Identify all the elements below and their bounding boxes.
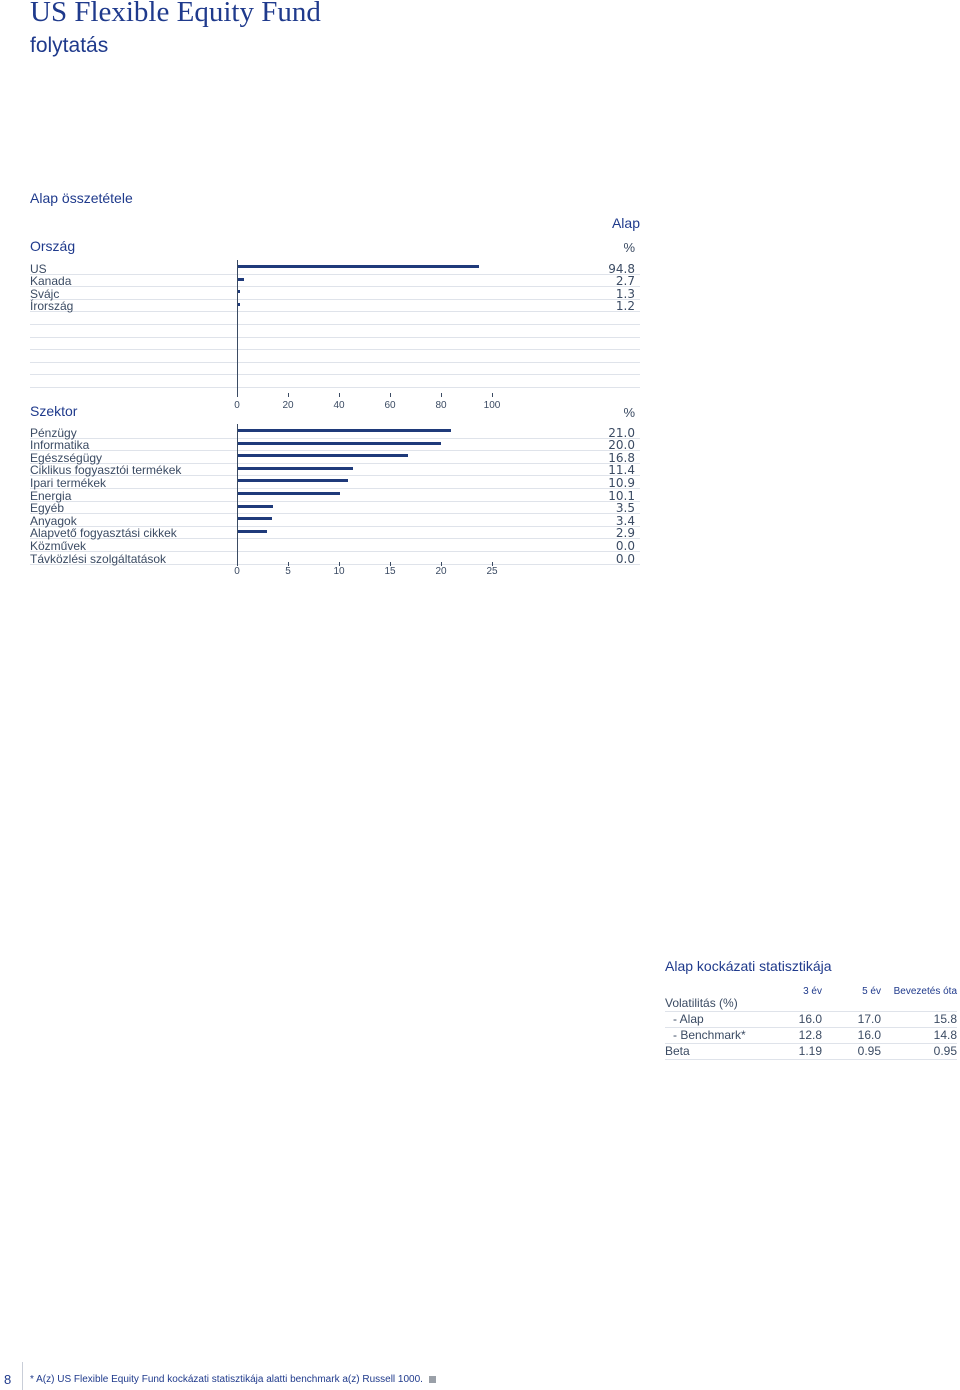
country-label: US: [30, 261, 47, 276]
sector-label: Ipari termékek: [30, 475, 107, 490]
sector-bar: [237, 454, 408, 457]
sector-label: Távközlési szolgáltatások: [30, 551, 167, 566]
sector-label: Pénzügy: [30, 425, 77, 440]
sector-value: 21.0: [608, 425, 635, 440]
country-row-divider: [30, 299, 640, 300]
footnote: [30, 1374, 436, 1385]
country-label: Svájc: [30, 286, 60, 301]
country-bar: [237, 265, 479, 268]
country-axis-tick-label: 100: [483, 400, 501, 411]
risk-value: 15.8: [933, 1012, 957, 1026]
sector-unit: %: [623, 405, 635, 420]
sector-bar: [237, 442, 441, 445]
sector-row-divider: [30, 488, 640, 489]
risk-value: 16.0: [857, 1028, 881, 1042]
country-axis-tick: [288, 393, 289, 397]
country-row-divider: [30, 274, 640, 275]
risk-value: 17.0: [857, 1012, 881, 1026]
footer-divider: [22, 1362, 23, 1390]
risk-row-label: Beta: [665, 1044, 690, 1058]
risk-value: 0.95: [857, 1044, 881, 1058]
country-axis-tick-label: 60: [384, 400, 396, 411]
country-row-divider: [30, 387, 640, 388]
country-axis-tick-label: 80: [435, 400, 447, 411]
sector-label: Közművek: [30, 538, 87, 553]
sector-bar: [237, 479, 348, 482]
page-subtitle: folytatás: [30, 34, 109, 57]
sector-label: Alapvető fogyasztási cikkek: [30, 526, 177, 541]
risk-column-header: Bevezetés óta: [893, 986, 957, 997]
sector-value: 0.0: [615, 551, 635, 566]
page-number: 8: [4, 1372, 12, 1387]
sector-axis: [237, 424, 238, 566]
risk-row-label: - Benchmark*: [673, 1028, 746, 1042]
sector-heading: Szektor: [30, 403, 78, 419]
country-heading: Ország: [30, 238, 76, 254]
country-row-divider: [30, 349, 640, 350]
footnote-text: * A(z) US Flexible Equity Fund kockázati statisztikája alatti benchmark a(z) Russell 1000.: [30, 1374, 423, 1385]
country-axis-tick-label: 0: [234, 400, 240, 411]
risk-value: 14.8: [933, 1028, 957, 1042]
sector-row-divider: [30, 450, 640, 451]
risk-value: 16.0: [798, 1012, 822, 1026]
country-label: Kanada: [30, 274, 72, 289]
sector-bar: [237, 467, 353, 470]
risk-value: 1.19: [798, 1044, 822, 1058]
sector-row-divider: [30, 513, 640, 514]
sector-value: 20.0: [608, 438, 635, 453]
fund-column-header: Alap: [611, 215, 640, 231]
country-value: 1.2: [615, 299, 635, 314]
country-label: Írország: [30, 299, 74, 314]
country-axis-tick-label: 40: [333, 400, 345, 411]
country-row-divider: [30, 374, 640, 375]
country-unit: %: [623, 240, 635, 255]
country-row-divider: [30, 362, 640, 363]
sector-bar: [237, 530, 267, 533]
risk-value: 12.8: [798, 1028, 822, 1042]
sector-value: 10.9: [608, 475, 635, 490]
country-axis-tick-label: 20: [282, 400, 294, 411]
country-bar: [237, 278, 244, 281]
sector-axis-tick-label: 5: [285, 566, 291, 577]
sector-axis-tick-label: 10: [333, 566, 345, 577]
country-row-divider: [30, 286, 640, 287]
risk-row-label: Volatilitás (%): [665, 996, 738, 1010]
country-axis-tick: [390, 393, 391, 397]
sector-bar: [237, 505, 273, 508]
risk-column-header: 5 év: [862, 986, 881, 997]
page-title: US Flexible Equity Fund: [30, 0, 321, 28]
sector-value: 3.4: [615, 513, 635, 528]
country-axis-tick: [237, 393, 238, 397]
country-value: 1.3: [615, 286, 635, 301]
sector-value: 0.0: [615, 538, 635, 553]
risk-value: 0.95: [933, 1044, 957, 1058]
sector-axis-tick-label: 15: [384, 566, 396, 577]
country-row-divider: [30, 337, 640, 338]
risk-row-label: - Alap: [673, 1012, 704, 1026]
country-value: 94.8: [608, 261, 635, 276]
sector-value: 11.4: [608, 463, 635, 478]
sector-row-divider: [30, 501, 640, 502]
sector-axis-tick-label: 0: [234, 566, 240, 577]
sector-label: Ciklikus fogyasztói termékek: [30, 463, 182, 478]
risk-row-divider: [665, 1059, 957, 1060]
sector-label: Energia: [30, 488, 72, 503]
country-axis-tick: [441, 393, 442, 397]
sector-axis-tick-label: 20: [435, 566, 447, 577]
sector-value: 2.9: [615, 526, 635, 541]
sector-bar: [237, 517, 272, 520]
sector-label: Egyéb: [30, 501, 65, 516]
sector-value: 10.1: [608, 488, 635, 503]
country-value: 2.7: [615, 274, 635, 289]
sector-value: 16.8: [608, 450, 635, 465]
sector-label: Anyagok: [30, 513, 77, 528]
country-axis-tick: [339, 393, 340, 397]
sector-label: Informatika: [30, 438, 90, 453]
risk-column-header: 3 év: [803, 986, 822, 997]
end-mark-icon: [429, 1376, 436, 1383]
country-axis: [237, 260, 238, 396]
sector-bar: [237, 429, 451, 432]
sector-axis-tick-label: 25: [486, 566, 498, 577]
sector-bar: [237, 492, 340, 495]
country-axis-tick: [492, 393, 493, 397]
sector-value: 3.5: [615, 501, 635, 516]
risk-title: Alap kockázati statisztikája: [665, 958, 832, 974]
sector-label: Egészségügy: [30, 450, 103, 465]
sector-row-divider: [30, 438, 640, 439]
composition-section-title: Alap összetétele: [30, 190, 133, 206]
country-row-divider: [30, 311, 640, 312]
country-row-divider: [30, 324, 640, 325]
